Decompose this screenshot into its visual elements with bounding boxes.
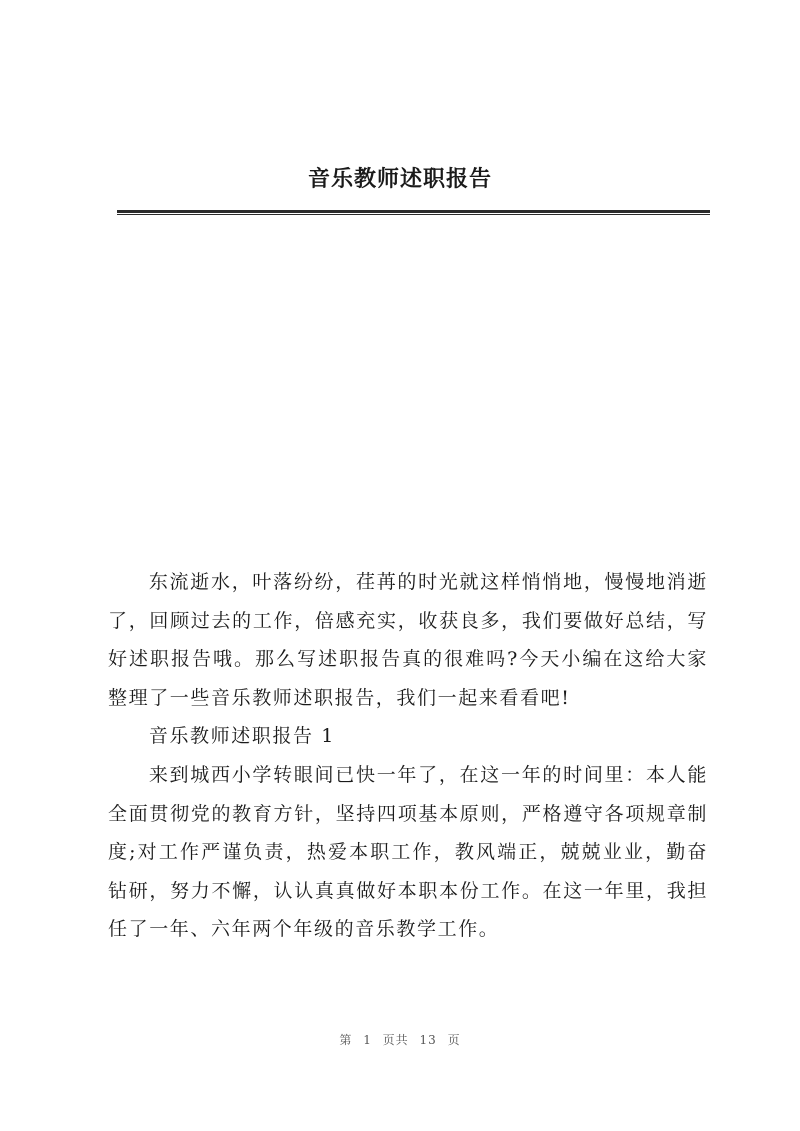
total-pages: 13 — [419, 1033, 437, 1047]
section-heading: 音乐教师述职报告 1 — [148, 725, 335, 748]
page-of-label: 页共 — [382, 1033, 409, 1047]
intro-paragraph: 东流逝水，叶落纷纷，荏苒的时光就这样悄悄地，慢慢地消逝了，回顾过去的工作，倍感充实，收获良多，我们要做好总结，写好述职报告哦。那么写述职报告真的很难吗?今天小编在这给大家整理了一些音乐教师述职报告，我们一起来看看吧! — [108, 571, 708, 709]
title-divider — [117, 210, 710, 213]
body-paragraph: 来到城西小学转眼间已快一年了，在这一年的时间里：本人能全面贯彻党的教育方针，坚持四项基本原则，严格遵守各项规章制度;对工作严谨负责，热爱本职工作，教风端正，兢兢业业，勤奋钻研，努力不懈，认认真真做好本职本份工作。在这一年里，我担任了一年、六年两个年级的音乐教学工作。 — [108, 763, 708, 941]
document-title: 音乐教师述职报告 — [307, 166, 492, 192]
document-body — [108, 563, 708, 949]
page-suffix: 页 — [447, 1033, 461, 1047]
page-number: 1 — [363, 1033, 372, 1047]
page-footer — [0, 1031, 800, 1048]
page-label: 第 — [339, 1033, 353, 1047]
